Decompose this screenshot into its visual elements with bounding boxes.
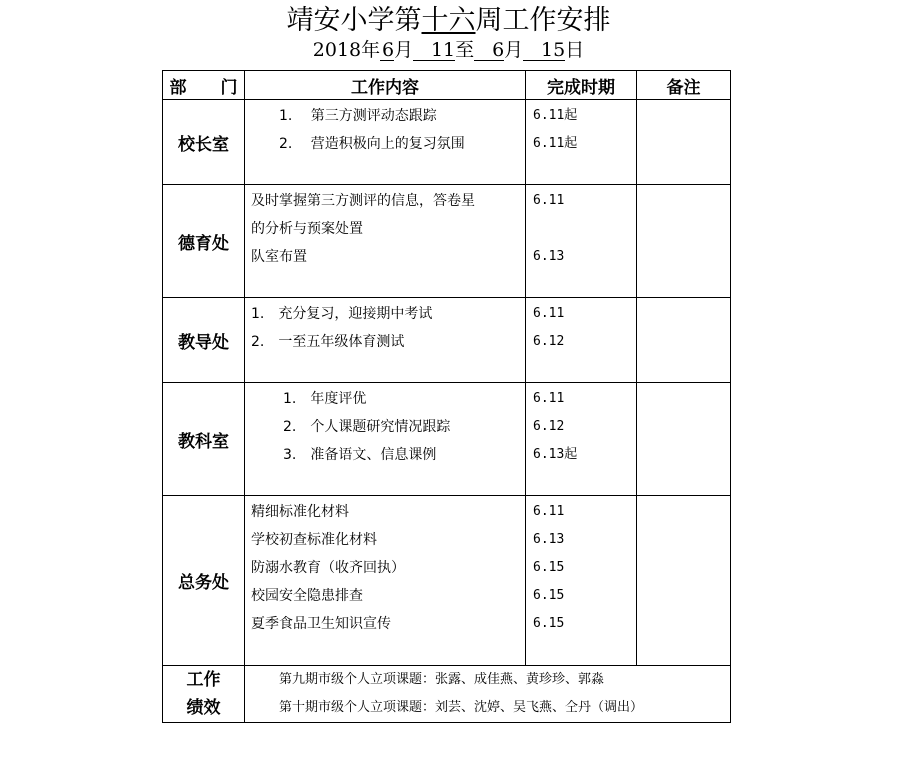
table-row-research-office [163, 383, 731, 496]
end-day: 15 [523, 40, 565, 61]
performance-label-line: 绩效 [186, 698, 221, 718]
table-row-principal [163, 100, 731, 185]
start-day: 11 [413, 40, 455, 61]
col-header-dept: 部 门 [163, 71, 245, 100]
date-value: 6.11 [533, 306, 565, 321]
dept-cell: 教科室 [163, 383, 245, 496]
title-prefix: 靖安小学第 [286, 5, 422, 36]
dept-cell: 德育处 [163, 185, 245, 298]
month-unit-end: 月 [504, 39, 524, 61]
date-value: 6.15 [533, 560, 565, 575]
list-item: 防溺水教育（收齐回执） [251, 560, 405, 576]
note-cell [637, 185, 731, 298]
dept-cell: 总务处 [163, 496, 245, 666]
col-header-content: 工作内容 [245, 71, 526, 100]
date-value: 6.15 [533, 616, 565, 631]
date-value: 6.11起 [533, 108, 578, 123]
month-unit-start: 月 [394, 39, 414, 61]
date-to: 至 [455, 39, 475, 61]
list-item: 学校初查标准化材料 [251, 532, 377, 548]
date-cell [526, 185, 637, 298]
list-item: 2. 一至五年级体育测试 [251, 334, 405, 350]
content-cell [245, 100, 526, 185]
list-item: 2. 营造积极向上的复习氛围 [279, 136, 465, 152]
table-row-general-affairs [163, 496, 731, 666]
list-item: 第九期市级个人立项课题：张露、成佳燕、黄珍珍、郭淼 [279, 672, 605, 687]
day-unit: 日 [565, 39, 585, 61]
date-cell [526, 100, 637, 185]
start-month: 6 [382, 39, 395, 61]
content-cell [245, 185, 526, 298]
dept-cell: 教导处 [163, 298, 245, 383]
date-cell [526, 383, 637, 496]
header-row [163, 71, 731, 100]
list-item: 校园安全隐患排查 [251, 588, 363, 604]
content-cell [245, 383, 526, 496]
date-cell [526, 496, 637, 666]
table-row-performance [163, 666, 731, 723]
date-value: 6.12 [533, 419, 565, 434]
list-item: 队室布置 [251, 249, 307, 265]
list-item: 第十期市级个人立项课题：刘芸、沈婷、吴飞燕、仝丹（调出） [279, 700, 644, 715]
table-row-teaching-affairs [163, 298, 731, 383]
title-suffix: 周工作安排 [475, 5, 611, 36]
page-title [0, 4, 897, 38]
list-item: 3. 准备语文、信息课例 [283, 447, 437, 463]
date-value: 6.11起 [533, 136, 578, 151]
date-year: 2018年 [312, 39, 381, 61]
content-cell [245, 298, 526, 383]
date-cell [526, 298, 637, 383]
date-value: 6.13 [533, 249, 565, 264]
col-header-note: 备注 [637, 71, 731, 100]
note-cell [637, 496, 731, 666]
list-item: 精细标准化材料 [251, 504, 349, 520]
title-week-number: 十六 [421, 5, 476, 36]
date-value: 6.13 [533, 532, 565, 547]
date-value: 6.15 [533, 588, 565, 603]
date-value: 6.12 [533, 334, 565, 349]
list-item: 1. 第三方测评动态跟踪 [279, 108, 437, 124]
col-header-date: 完成时期 [526, 71, 637, 100]
list-item: 的分析与预案处置 [251, 221, 363, 237]
list-item: 1. 充分复习，迎接期中考试 [251, 306, 433, 322]
performance-label [163, 666, 245, 723]
date-range [0, 38, 897, 62]
note-cell [637, 100, 731, 185]
table-row-moral-education [163, 185, 731, 298]
date-value: 6.11 [533, 391, 565, 406]
note-cell [637, 298, 731, 383]
content-cell [245, 496, 526, 666]
schedule-table [162, 70, 731, 723]
list-item: 1. 年度评优 [283, 391, 367, 407]
note-cell [637, 383, 731, 496]
end-month: 6 [474, 40, 504, 61]
date-value [533, 215, 636, 243]
date-value: 6.11 [533, 504, 565, 519]
list-item: 2. 个人课题研究情况跟踪 [283, 419, 451, 435]
list-item: 夏季食品卫生知识宣传 [251, 616, 391, 632]
performance-content [245, 666, 731, 723]
dept-cell: 校长室 [163, 100, 245, 185]
date-value: 6.11 [533, 193, 565, 208]
list-item: 及时掌握第三方测评的信息，答卷星 [251, 193, 475, 209]
date-value: 6.13起 [533, 447, 578, 462]
performance-label-line: 工作 [186, 670, 221, 690]
